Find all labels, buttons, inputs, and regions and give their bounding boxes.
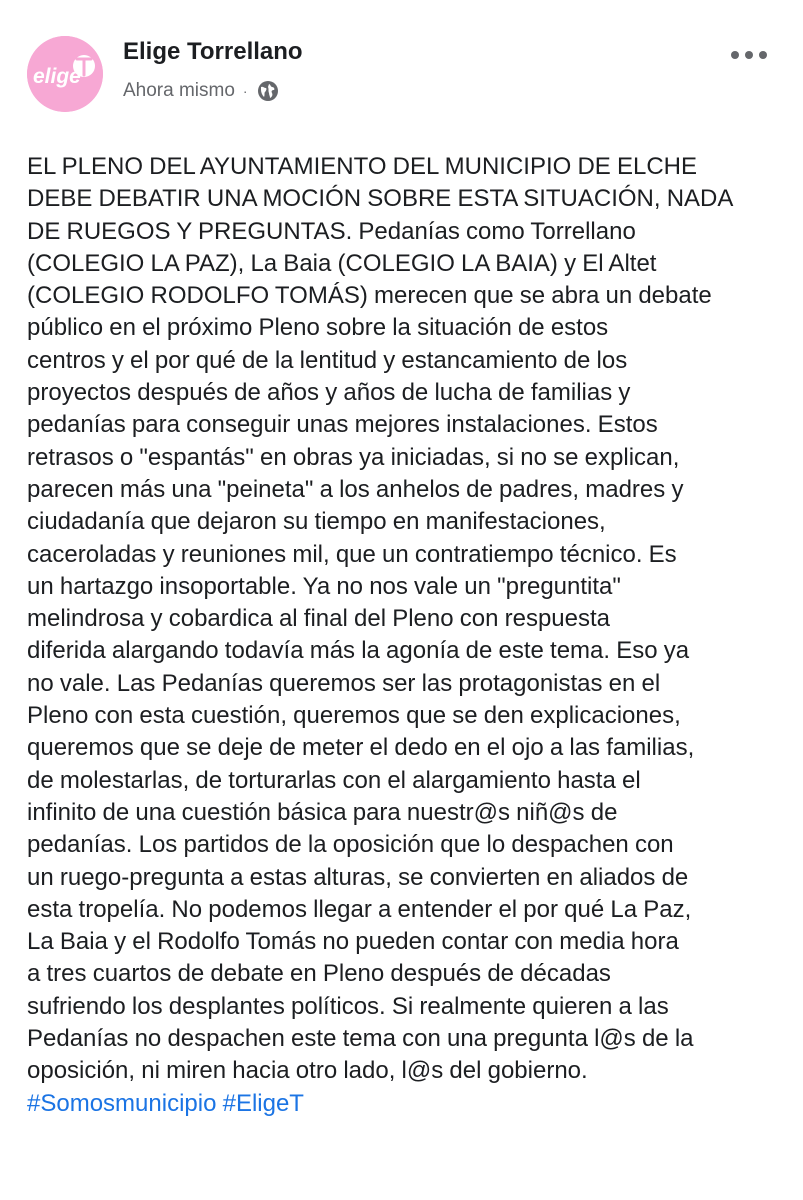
hashtag-row [27,1088,787,1120]
post-text-line: (COLEGIO RODOLFO TOMÁS) merecen que se abra un debate [27,282,712,310]
avatar-logo-text: elige [33,65,81,88]
post-text-line: sufriendo los desplantes políticos. Si realmente quieren a las [27,992,669,1020]
post-text-line: (COLEGIO LA PAZ), La Baia (COLEGIO LA BAIA) y El Altet [27,249,657,277]
post-text-line: retrasos o "espantás" en obras ya iniciadas, si no se explican, [27,443,680,471]
globe-icon[interactable] [257,80,279,102]
elige-logo-icon [27,36,103,112]
post-header [0,0,803,140]
post-text-line: DEBE DEBATIR UNA MOCIÓN SOBRE ESTA SITUACIÓN, NADA [27,185,734,213]
post-text-line: Pleno con esta cuestión, queremos que se den explicaciones, [27,702,681,730]
post-text-line: pedanías. Los partidos de la oposición que lo despachen con [27,831,674,859]
post-text-line: esta tropelía. No podemos llegar a entender el por qué La Paz, [27,895,692,923]
meta-separator: · [242,83,248,99]
post-meta [123,78,279,104]
post-text-line: oposición, ni miren hacia otro lado, l@s del gobierno. [27,1057,588,1085]
hashtag-link-somosmunicipio[interactable]: #Somosmunicipio [27,1089,217,1117]
post-text-line: un hartazgo insoportable. Ya no nos vale un "preguntita" [27,572,621,600]
timestamp[interactable]: Ahora mismo [123,80,235,101]
post-text [27,151,787,1120]
post-text-line: proyectos después de años y años de lucha de familias y [27,379,631,407]
post-text-line: caceroladas y reuniones mil, que un contratiempo técnico. Es [27,540,677,568]
post-text-line: no vale. Las Pedanías queremos ser las protagonistas en el [27,669,661,697]
post-text-line: de molestarlas, de torturarlas con el alargamiento hasta el [27,766,641,794]
more-options-icon [729,50,769,60]
post-text-line: diferida alargando todavía más la agonía de este tema. Eso ya [27,637,690,665]
post-text-line: Pedanías no despachen este tema con una pregunta l@s de la [27,1025,694,1053]
post-text-line: pedanías para conseguir unas mejores instalaciones. Estos [27,411,658,439]
more-options-button[interactable] [724,40,774,70]
post-text-line: La Baia y el Rodolfo Tomás no pueden contar con media hora [27,928,679,956]
post-text-line: EL PLENO DEL AYUNTAMIENTO DEL MUNICIPIO DE ELCHE [27,153,697,180]
post-text-line: ciudadanía que dejaron su tiempo en manifestaciones, [27,508,606,536]
post-text-line: parecen más una "peineta" a los anhelos de padres, madres y [27,475,684,503]
post-text-line: centros y el por qué de la lentitud y estancamiento de los [27,346,628,374]
post-text-line: infinito de una cuestión básica para nuestr@s niñ@s de [27,798,618,826]
page-name[interactable]: Elige Torrellano [123,38,303,65]
post-text-line: un ruego-pregunta a estas alturas, se convierten en aliados de [27,863,689,891]
post-text-line: a tres cuartos de debate en Pleno después de décadas [27,960,611,988]
post-text-line: DE RUEGOS Y PREGUNTAS. Pedanías como Torrellano [27,217,636,245]
post-text-line: queremos que se deje de meter el dedo en el ojo a las familias, [27,734,695,762]
hashtag-link-eliget[interactable]: #EligeT [222,1089,304,1117]
post-text-line: público en el próximo Pleno sobre la situación de estos [27,314,609,342]
avatar[interactable] [27,36,103,112]
post-text-line: melindrosa y cobardica al final del Pleno con respuesta [27,605,611,633]
